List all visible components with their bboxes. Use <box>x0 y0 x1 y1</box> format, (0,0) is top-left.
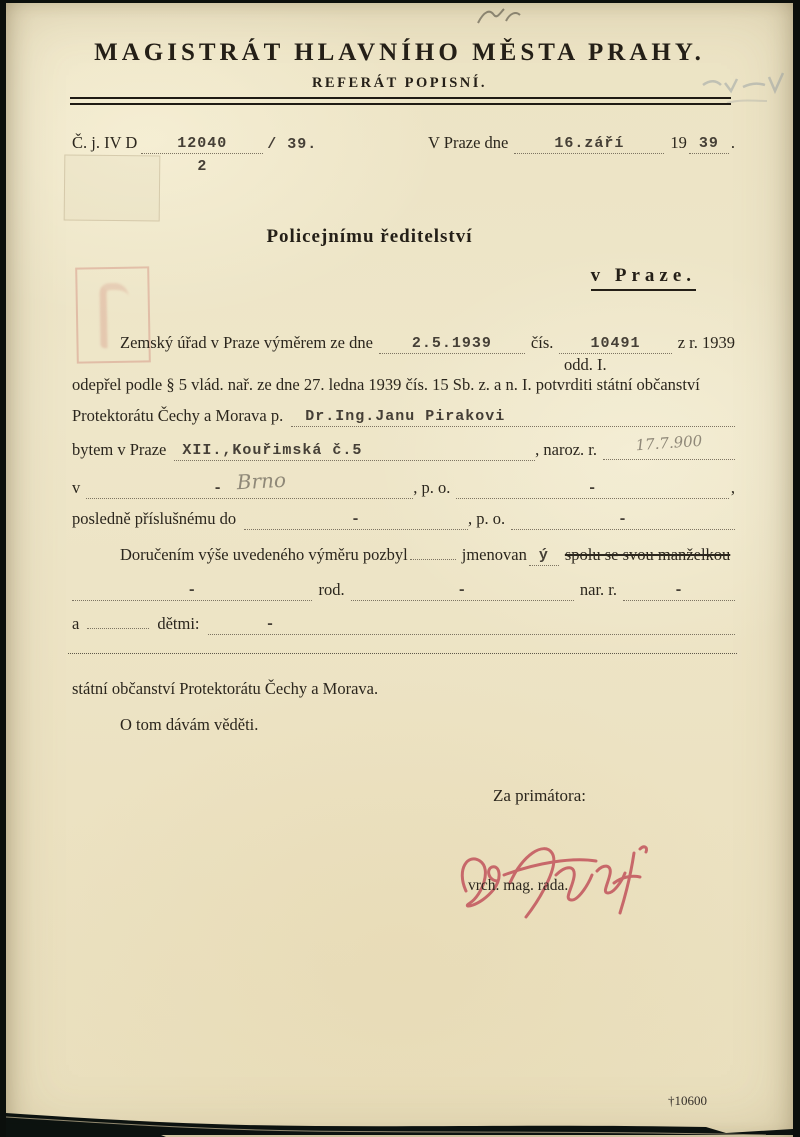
po-field-2 <box>511 512 735 530</box>
dotted-separator <box>68 653 737 654</box>
denial-text: odepřel podle § 5 vlád. nař. ze dne 27. ledna 1939 čís. 15 Sb. z. a n. I. potvrditi státní občanství <box>72 375 700 394</box>
paper-sheet <box>6 3 793 1137</box>
decree-date-value: 2.5.1939 <box>411 335 492 352</box>
pen-scribble-mark <box>470 5 530 27</box>
body-line-address <box>72 431 735 461</box>
named-label: jmenovan <box>461 545 527 564</box>
address-field <box>174 443 535 461</box>
per-mayor-label: Za primátora: <box>493 786 586 805</box>
residence-label: bytem v Praze <box>72 440 167 459</box>
year-prefix: 19 <box>670 133 687 152</box>
decree-intro-label: Zemský úřad v Praze výměrem ze dne <box>120 333 373 352</box>
torn-bottom-edge <box>6 1087 793 1137</box>
decree-number-value: 10491 <box>590 335 641 352</box>
birth-year-value: 17.7.900 <box>634 431 703 455</box>
protectorate-label: Protektorátu Čechy a Morava p. <box>72 406 284 425</box>
year-value: 39 <box>698 135 719 152</box>
children-dash: - <box>265 616 276 633</box>
spouse-birth-label: nar. r. <box>579 580 617 599</box>
year-suffix-dot: . <box>730 133 735 152</box>
document-title: MAGISTRÁT HLAVNÍHO MĚSTA PRAHY. <box>94 39 705 66</box>
born-in-label: v <box>72 478 81 497</box>
body-line-birthplace <box>72 467 735 499</box>
place-date-label: V Praze dne <box>428 133 509 152</box>
children-field <box>208 617 736 635</box>
date-value: 16.září <box>554 135 625 152</box>
decree-year-label: z r. 1939 <box>677 333 735 352</box>
po-dash-2: - <box>618 511 629 528</box>
body-line-1 <box>72 333 735 354</box>
birthplace-dash: - <box>213 480 224 497</box>
po-label-2: , p. o. <box>467 509 506 528</box>
body-line-spouse <box>72 580 735 601</box>
address-value: XII.,Kouřimská č.5 <box>182 442 363 459</box>
struck-spouse-text: spolu se svou manželkou <box>564 545 731 564</box>
addressee-city: v Praze. <box>591 265 696 291</box>
spouse-name-dash: - <box>187 582 198 599</box>
domicile-dash: - <box>351 511 362 528</box>
file-number-sub-value: 2 <box>197 158 208 175</box>
citizenship-text: státní občanství Protektorátu Čechy a Morava. <box>72 679 379 698</box>
body-line-denial <box>72 375 735 395</box>
po-dash-1: - <box>587 480 598 497</box>
children-label: dětmi: <box>157 614 200 633</box>
body-line-children <box>72 614 735 635</box>
body-line-name <box>72 406 735 427</box>
body-line-notice <box>72 715 735 735</box>
file-number-value: 12040 <box>177 135 228 152</box>
decree-number-label: čís. <box>530 333 554 352</box>
domicile-label: posledně příslušnému do <box>72 509 237 528</box>
birthplace-value: Brno <box>236 467 287 495</box>
spouse-birth-dash: - <box>673 582 684 599</box>
person-name-field <box>291 409 735 427</box>
date-field <box>514 136 664 154</box>
nee-label: rod. <box>318 580 345 599</box>
gender-suffix-value: ý <box>538 547 549 564</box>
file-number-year: / 39. <box>267 136 318 153</box>
person-name-value: Dr.Ing.Janu Pirakovi <box>305 408 506 425</box>
year-field <box>689 136 729 154</box>
line6-comma: , <box>730 478 735 497</box>
domicile-field <box>244 512 468 530</box>
nee-dash: - <box>457 582 468 599</box>
body-line-domicile <box>72 509 735 530</box>
decree-date-field <box>379 336 525 354</box>
official-title-label: vrch. mag. rada. <box>468 877 569 894</box>
document-subtitle: REFERÁT POPISNÍ. <box>311 75 488 91</box>
addressee-title: Policejnímu ředitelství <box>266 226 473 247</box>
po-field-1 <box>456 481 729 499</box>
delivery-fill-1 <box>410 545 456 560</box>
file-number-label: Č. j. IV D <box>72 133 138 152</box>
delivery-label: Doručením výše uvedeného výměru pozbyl <box>120 545 408 564</box>
body-line-delivery <box>72 545 735 566</box>
decree-number-field <box>559 336 671 354</box>
reference-line <box>72 133 735 175</box>
spouse-birth-field <box>623 583 735 601</box>
spouse-name-field <box>72 583 312 601</box>
print-code: †10600 <box>668 1093 707 1108</box>
birth-year-label: , naroz. r. <box>535 440 597 459</box>
and-label: a <box>72 614 80 633</box>
body-line-citizenship <box>72 679 735 699</box>
birthplace-field <box>86 467 413 499</box>
children-count-field <box>87 614 149 629</box>
ghost-stamp-outline <box>64 154 161 221</box>
po-label-1: , p. o. <box>413 478 451 497</box>
double-rule-divider <box>70 97 731 105</box>
notice-text: O tom dávám věděti. <box>120 715 259 734</box>
birth-year-field <box>603 431 735 460</box>
file-number-field <box>141 135 263 175</box>
nee-field <box>351 583 574 601</box>
gender-suffix-field <box>529 548 559 566</box>
department-label: odd. I. <box>564 355 607 374</box>
